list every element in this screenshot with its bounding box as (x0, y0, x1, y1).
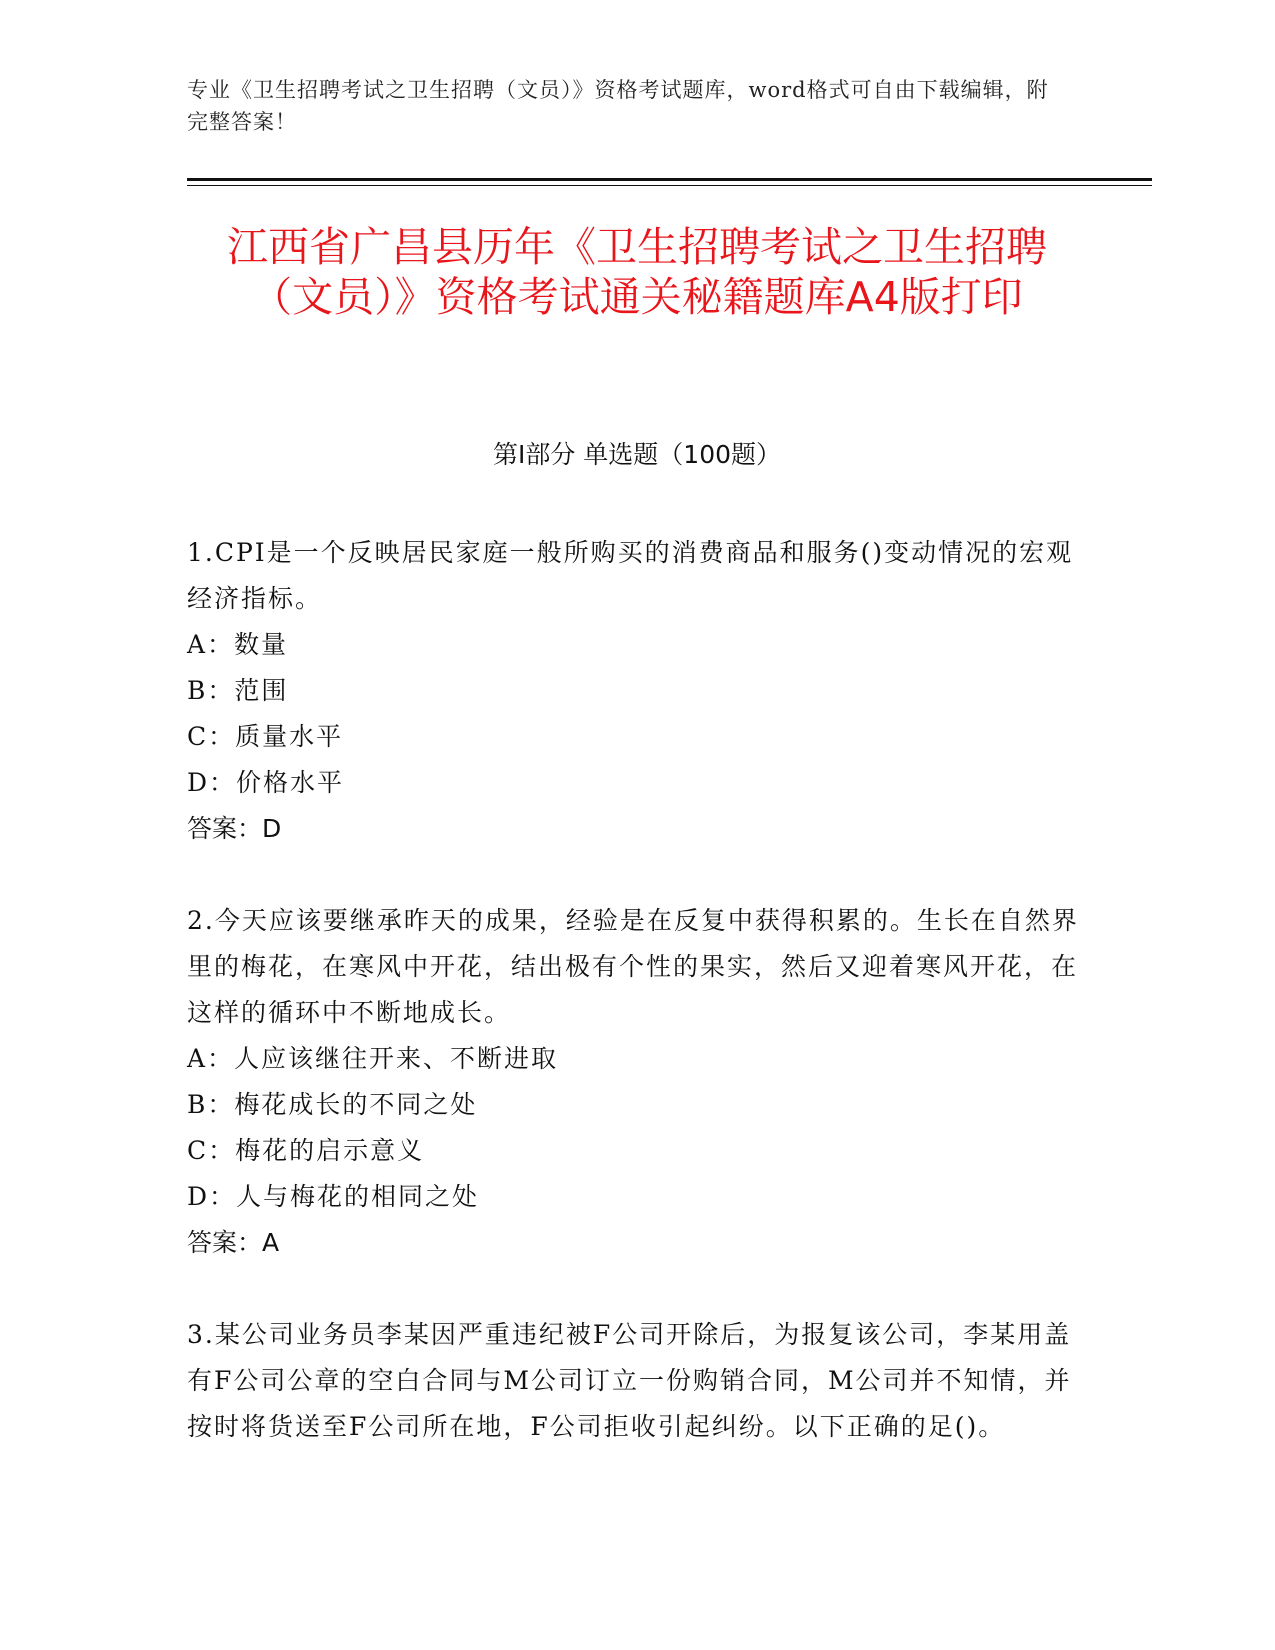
option-a: A：人应该继往开来、不断进取 (187, 1044, 559, 1073)
option-c: C：梅花的启示意义 (187, 1136, 425, 1165)
option-b: B：范围 (187, 676, 289, 705)
option-a: A：数量 (187, 630, 289, 659)
question-stem: 3.某公司业务员李某因严重违纪被F公司开除后，为报复该公司，李某用盖有F公司公章的空白合同与M公司订立一份购销合同，M公司并不知情，并按时将货送至F公司所在地，F公司拒收引起纠纷。以下正确的足()。 (187, 1320, 1072, 1441)
option-c: C：质量水平 (187, 722, 344, 751)
answer: 答案：A (187, 1228, 280, 1257)
header-divider-thick (187, 178, 1152, 181)
question-stem: 1.CPI是一个反映居民家庭一般所购买的消费商品和服务()变动情况的宏观经济指标。 (187, 538, 1074, 613)
question-1 (187, 530, 1087, 852)
header-note: 专业《卫生招聘考试之卫生招聘（文员）》资格考试题库，word格式可自由下载编辑，附完整答案！ (187, 78, 1049, 134)
option-d: D：人与梅花的相同之处 (187, 1182, 480, 1211)
answer: 答案：D (187, 814, 282, 843)
document-title: 江西省广昌县历年《卫生招聘考试之卫生招聘（文员）》资格考试通关秘籍题库A4版打印 (227, 223, 1047, 321)
question-3 (187, 1312, 1087, 1450)
question-2 (187, 898, 1087, 1266)
question-stem: 2.今天应该要继承昨天的成果，经验是在反复中获得积累的。生长在自然界里的梅花，在寒风中开花，结出极有个性的果实，然后又迎着寒风开花，在这样的循环中不断地成长。 (187, 906, 1079, 1027)
option-d: D：价格水平 (187, 768, 345, 797)
section-title: 第Ⅰ部分 单选题（100题） (492, 440, 782, 469)
question-list (187, 530, 1087, 1496)
header-divider-thin (187, 185, 1152, 186)
option-b: B：梅花成长的不同之处 (187, 1090, 478, 1119)
